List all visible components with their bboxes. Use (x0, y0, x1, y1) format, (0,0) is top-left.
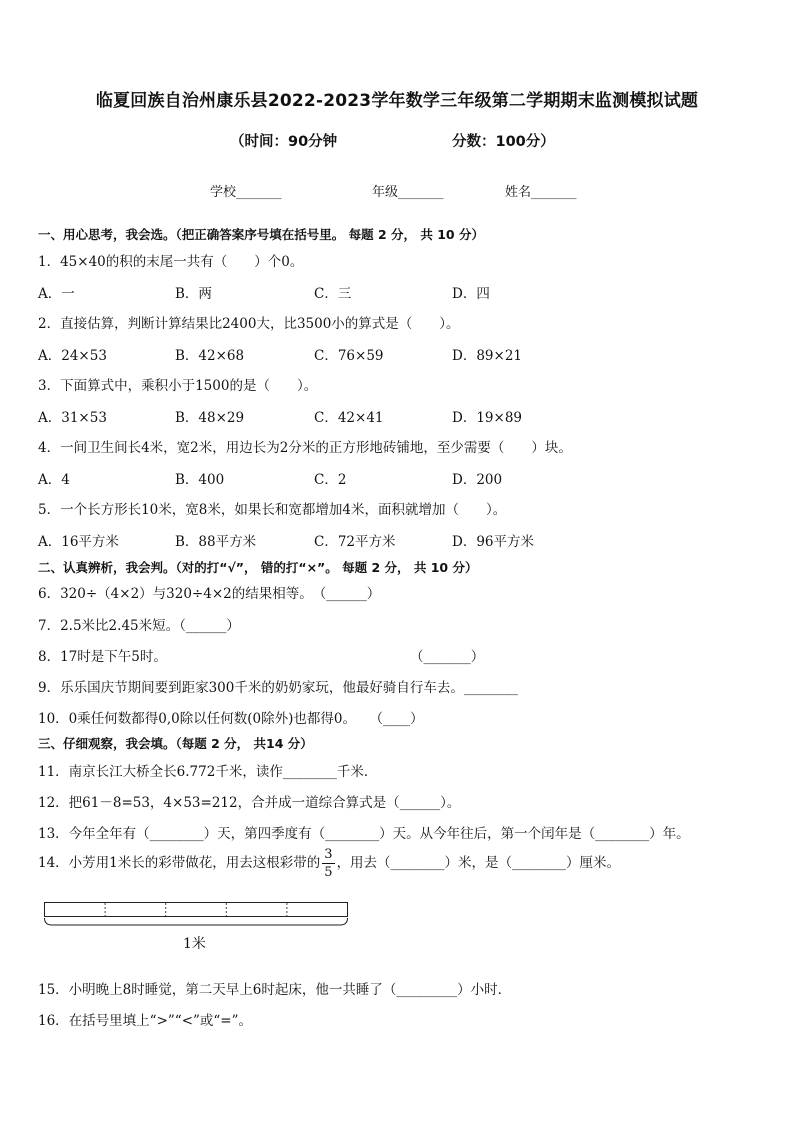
question-7: 7．2.5米比2.45米短。（______） (38, 618, 240, 634)
q14-text-after: ，用去（________）米，是（________）厘米。 (336, 855, 621, 871)
q2-option-d: D．89×21 (452, 348, 522, 364)
question-10: 10．0乘任何数都得0,0除以任何数(0除外)也都得0。 （____） (38, 711, 424, 727)
q4-option-b: B．400 (175, 472, 225, 488)
ribbon-brace (45, 918, 348, 925)
grade-field: 年级_______ (372, 185, 444, 200)
question-15: 15．小明晚上8时睡觉，第二天早上6时起床，他一共睡了（_________）小时． (38, 982, 512, 998)
q3-option-b: B．48×29 (175, 410, 245, 426)
q2-option-b: B．42×68 (175, 348, 245, 364)
question-3: 3．下面算式中，乘积小于1500的是（ ）。 (38, 378, 318, 394)
question-1: 1．45×40的积的末尾一共有（ ）个0。 (38, 254, 304, 270)
q4-option-d: D．200 (452, 472, 503, 488)
q2-option-c: C．76×59 (314, 348, 384, 364)
q5-option-d: D．96平方米 (452, 534, 535, 550)
section3-heading: 三、仔细观察，我会填。（每题 2 分， 共14 分） (38, 736, 313, 751)
ribbon-length-label: 1米 (183, 936, 206, 952)
question-2: 2．直接估算，判断计算结果比2400大，比3500小的算式是（ ）。 (38, 316, 460, 332)
question-9: 9．乐乐国庆节期间要到距家300千米的奶奶家玩，他最好骑自行车去。________ (38, 680, 518, 696)
school-field: 学校_______ (210, 185, 282, 200)
q5-option-a: A．16平方米 (38, 534, 119, 550)
q14-text-before: 14．小芳用1米长的彩带做花，用去这根彩带的 (38, 855, 321, 871)
question-16: 16．在括号里填上“>”“<”或“=”。 (38, 1013, 253, 1029)
q1-option-c: C．三 (314, 286, 352, 302)
q1-option-b: B．两 (175, 286, 212, 302)
q4-option-a: A．4 (38, 472, 70, 488)
exam-score: 分数：100分） (452, 134, 555, 150)
ribbon-diagram (44, 898, 350, 932)
section2-heading: 二、认真辨析，我会判。（对的打“√”， 错的打“×”。 每题 2 分， 共 10 分） (38, 560, 478, 575)
page-title: 临夏回族自治州康乐县2022-2023学年数学三年级第二学期期末监测模拟试题 (95, 91, 699, 111)
q3-option-a: A．31×53 (38, 410, 107, 426)
question-14 (38, 848, 620, 879)
question-12: 12．把61－8=53，4×53=212，合并成一道综合算式是（______）。 (38, 795, 461, 811)
ribbon-bar (45, 903, 348, 917)
fraction-denominator: 5 (324, 865, 333, 880)
question-8-blank: （_______） (410, 649, 485, 665)
q4-option-c: C．2 (314, 472, 347, 488)
question-13: 13．今年全年有（________）天，第四季度有（________）天。从今年往后，第一个闰年是（________）年。 (38, 826, 690, 842)
fraction (322, 848, 334, 879)
fraction-numerator: 3 (324, 847, 333, 862)
q1-option-a: A．一 (38, 286, 75, 302)
question-4: 4．一间卫生间长4米，宽2米，用边长为2分米的正方形地砖铺地，至少需要（ ）块。 (38, 440, 572, 456)
q1-option-d: D．四 (452, 286, 490, 302)
question-5: 5．一个长方形长10米，宽8米，如果长和宽都增加4米，面积就增加（ ）。 (38, 502, 507, 518)
exam-time: （时间：90分钟 (230, 134, 338, 150)
name-field: 姓名_______ (505, 185, 577, 200)
question-8: 8．17时是下午5时。 (38, 649, 167, 665)
q3-option-c: C．42×41 (314, 410, 384, 426)
section1-heading: 一、用心思考，我会选。（把正确答案序号填在括号里。 每题 2 分， 共 10 分） (38, 227, 484, 242)
question-6: 6．320÷（4×2）与320÷4×2的结果相等。 （______） (38, 586, 381, 602)
q5-option-c: C．72平方米 (314, 534, 396, 550)
q5-option-b: B．88平方米 (175, 534, 257, 550)
question-11: 11．南京长江大桥全长6.772千米，读作________千米． (38, 764, 378, 780)
q3-option-d: D．19×89 (452, 410, 522, 426)
q2-option-a: A．24×53 (38, 348, 107, 364)
ribbon-dividers (105, 903, 287, 916)
